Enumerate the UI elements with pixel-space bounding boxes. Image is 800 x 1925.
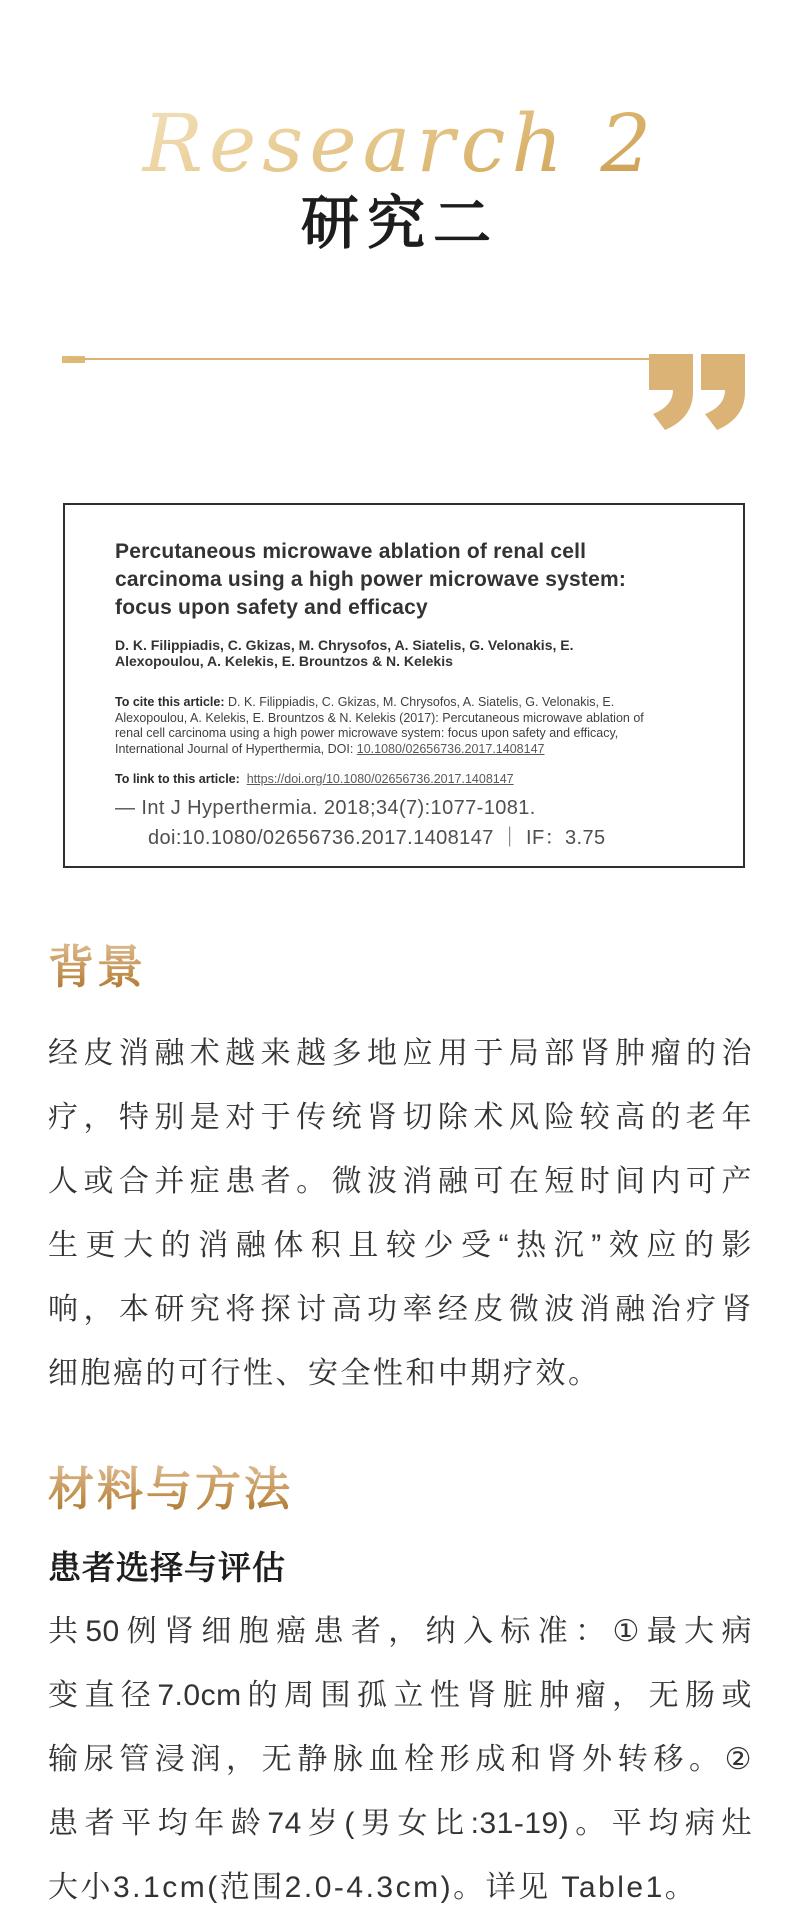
cite-label: To cite this article: (115, 695, 225, 709)
link-label: To link to this article: (115, 772, 240, 786)
paragraph-line: 人或合并症患者。微波消融可在短时间内可产 (48, 1164, 752, 1198)
paragraph-line: 经皮消融术越来越多地应用于局部肾肿瘤的治 (48, 1036, 752, 1070)
background-paragraph (48, 1022, 752, 1406)
section-divider (0, 354, 800, 434)
page-title-en: Research 2 (0, 98, 800, 190)
paragraph-line: 患者平均年龄74岁(男女比:31-19)。平均病灶 (48, 1806, 752, 1840)
quote-icon (649, 354, 745, 432)
paragraph-line: 细胞癌的可行性、安全性和中期疗效。 (48, 1356, 601, 1390)
paper-cite-paragraph (115, 695, 675, 757)
article-url-link[interactable]: https://doi.org/10.1080/02656736.2017.1408147 (246, 772, 514, 786)
paragraph-line: 共50例肾细胞癌患者，纳入标准：①最大病 (48, 1614, 752, 1648)
article-header (0, 0, 800, 258)
page-title-zh: 研究二 (300, 191, 499, 256)
cite-doi-link[interactable]: 10.1080/02656736.2017.1408147 (356, 741, 545, 756)
paragraph-line: 响，本研究将探讨高功率经皮微波消融治疗肾 (48, 1292, 752, 1326)
paragraph-line: 疗，特别是对于传统肾切除术风险较高的老年 (48, 1100, 752, 1134)
paper-title: Percutaneous microwave ablation of renal cell carcinoma using a high power microwave system: focus upon safety and efficacy (115, 540, 627, 619)
divider-line (70, 358, 655, 360)
cite-text: D. K. Filippiadis, C. Gkizas, M. Chrysofos, A. Siatelis, G. Velonakis, E. Alexopoulou, A. Kelekis, E. Brountzos & N. Kelekis (2017): Percutaneous microwave ablation of renal cell carcinoma using a high power microwave system: focus upon safety and efficacy, International Journal of Hyperthermia, DOI: (115, 695, 644, 756)
paper-authors: D. K. Filippiadis, C. Gkizas, M. Chrysofos, A. Siatelis, G. Velonakis, E. Alexopoulou, A. Kelekis, E. Brountzos & N. Kelekis (115, 637, 574, 669)
subsection-heading-patient-selection: 患者选择与评估 (48, 1548, 286, 1586)
paragraph-line: 输尿管浸润，无静脉血栓形成和肾外转移。② (48, 1742, 752, 1776)
journal-doi-impact-factor: doi:10.1080/02656736.2017.1408147 ｜ IF：3.75 (148, 826, 606, 849)
journal-reference: — Int J Hyperthermia. 2018;34(7):1077-1081. (115, 796, 536, 819)
paragraph-line: 变直径7.0cm的周围孤立性肾脏肿瘤，无肠或 (48, 1678, 752, 1712)
paper-citation-card (63, 503, 745, 868)
section-heading-methods: 材料与方法 (48, 1462, 752, 1518)
paper-link-row (115, 772, 675, 788)
methods-paragraph (48, 1600, 752, 1920)
paragraph-line: 大小3.1cm(范围2.0-4.3cm)。详见 Table1。 (48, 1870, 698, 1904)
section-heading-background: 背景 (48, 940, 752, 996)
paragraph-line: 生更大的消融体积且较少受“热沉”效应的影 (48, 1228, 752, 1262)
article-body (0, 940, 800, 1920)
